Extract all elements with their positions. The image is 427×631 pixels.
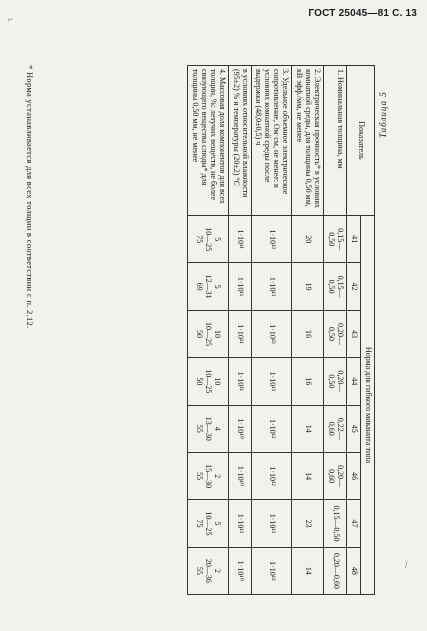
cell-value: 1·10¹¹ [228, 263, 251, 310]
cell-value: 0,15— 0,50 [324, 263, 347, 310]
cell-value: 1·10¹³ [251, 310, 292, 357]
cell-value: 1·10¹⁰ [228, 405, 251, 452]
cell-value: 1·10¹² [251, 452, 292, 499]
cell-value: 5 10—25 75 [187, 500, 228, 547]
table-row [251, 66, 292, 595]
cell-value: 14 [292, 452, 324, 499]
cell-value: 0,20— 0,60 [324, 452, 347, 499]
column-header-indicator: Показатель [347, 66, 375, 216]
cell-value: 20 [292, 216, 324, 263]
cell-value: 4 13—30 55 [187, 405, 228, 452]
cell-value: 16 [292, 310, 324, 357]
cell-value: 1·10¹² [251, 405, 292, 452]
table-row [324, 66, 347, 595]
column-header-type: 48 [347, 547, 361, 594]
cell-value: 1·10¹³ [228, 500, 251, 547]
cell-value: 0,22— 0,60 [324, 405, 347, 452]
cell-value: 1·10¹¹ [228, 216, 251, 263]
table-row [292, 66, 324, 595]
cell-value: 1·10¹³ [251, 500, 292, 547]
cell-value: 0,20— 0,50 [324, 310, 347, 357]
cell-value: 1·10¹¹ [228, 310, 251, 357]
row-indicator: 1. Номинальная толщина, мм [324, 66, 347, 216]
cell-value: 1·10¹³ [251, 216, 292, 263]
cell-value: 1·10¹⁰ [228, 452, 251, 499]
cell-value: 23 [292, 500, 324, 547]
row-indicator: 2. Электрическая прочность* в условиях комнатной среды, для толщины 0,50 мм, кВ эфф./мм, не менее [292, 66, 324, 216]
row-indicator: в условиях относительной влажности (95±2) % и температуры (20±2) °С [228, 66, 251, 216]
cell-value: 14 [292, 547, 324, 594]
table-row [187, 66, 228, 595]
column-header-type: 44 [347, 358, 361, 405]
cell-value: 0,20—0,60 [324, 547, 347, 594]
margin-mark: ⌐ [8, 14, 14, 24]
cell-value: 1·10¹¹ [228, 358, 251, 405]
cell-value: 5 12—31 69 [187, 263, 228, 310]
cell-value: 0,20— 0,50 [324, 358, 347, 405]
cell-value: 14 [292, 405, 324, 452]
cell-value: 10 10—25 50 [187, 358, 228, 405]
cell-value: 0,15— 0,50 [324, 216, 347, 263]
column-header-norm-group: Норма для гибкого миканита типа [361, 216, 375, 595]
cell-value: 2 15—30 55 [187, 452, 228, 499]
margin-mark-bottom: / [405, 560, 408, 570]
cell-value: 1·10¹³ [251, 263, 292, 310]
cell-value: 16 [292, 358, 324, 405]
cell-value: 10 10—25 50 [187, 310, 228, 357]
page-header: ГОСТ 25045—81 С. 13 [308, 8, 417, 19]
row-indicator: 4. Массовая доля компонентов для всех толщин, %: летучих веществ, не более связующего вещества слюды* для толщины 0,50 мм, не менее [187, 66, 228, 216]
cell-value: 5 10—25 75 [187, 216, 228, 263]
cell-value: 1·10¹³ [251, 358, 292, 405]
cell-value: 1·10¹⁰ [228, 547, 251, 594]
column-header-type: 42 [347, 263, 361, 310]
norms-table [187, 65, 375, 595]
table-row [228, 66, 251, 595]
cell-value: 19 [292, 263, 324, 310]
column-header-type: 41 [347, 216, 361, 263]
column-header-type: 47 [347, 500, 361, 547]
cell-value: 1·10¹² [251, 547, 292, 594]
table-label: Таблица 5 [378, 91, 388, 138]
column-header-type: 43 [347, 310, 361, 357]
rotated-content [25, 65, 375, 595]
row-indicator: 3. Удельное объемное электрическое сопротивление, Ом·см, не менее: в условиях комнатной среды после выдержки (48,0±0,5) ч [251, 66, 292, 216]
column-header-type: 46 [347, 452, 361, 499]
cell-value: 0,15—0,50 [324, 500, 347, 547]
footnote: * Норма устанавливается для всех толщин в соответствии с п. 2.12. [25, 65, 35, 329]
column-header-type: 45 [347, 405, 361, 452]
cell-value: 2 20—36 55 [187, 547, 228, 594]
